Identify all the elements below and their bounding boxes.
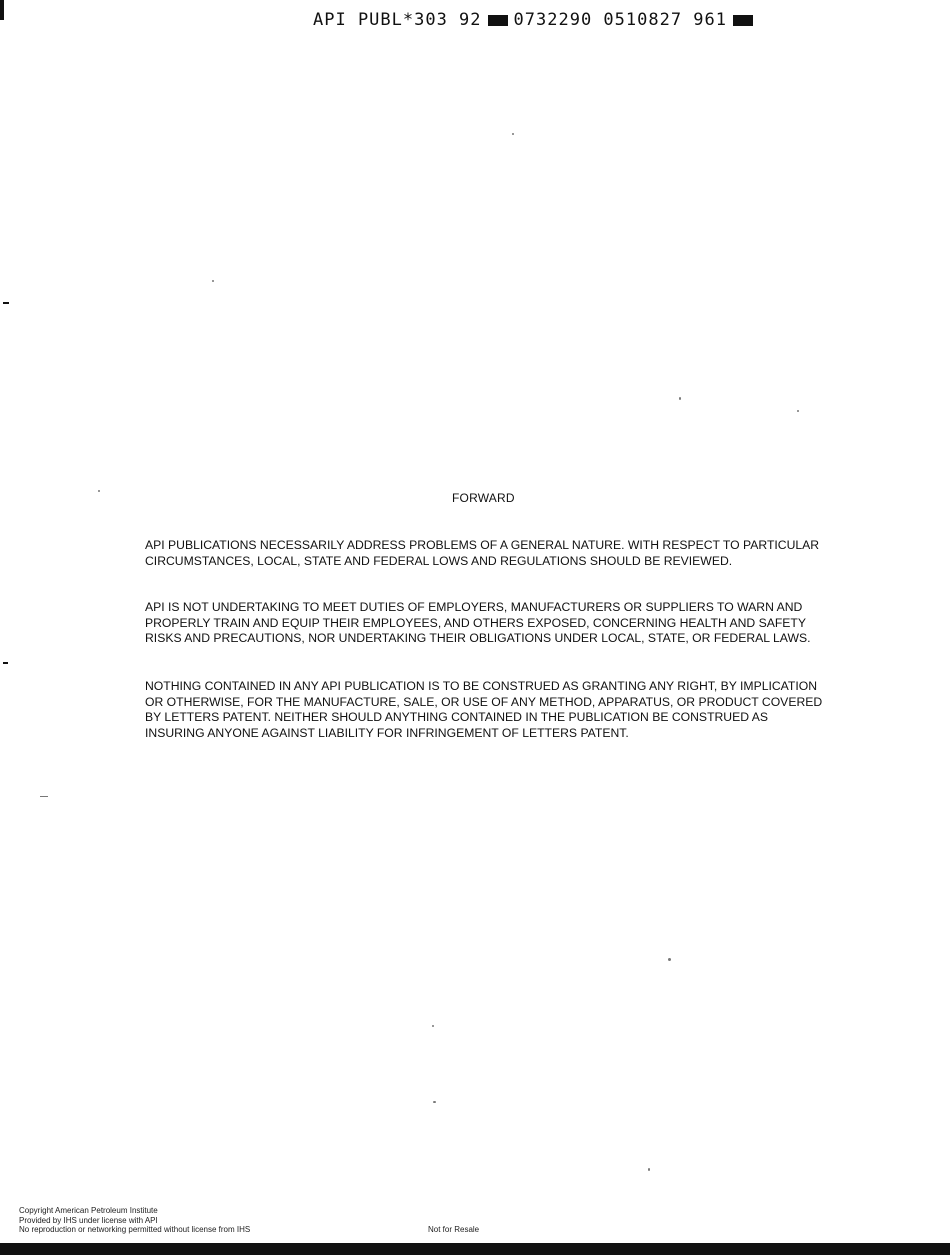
- scan-edge-mark-low: [3, 662, 8, 664]
- scan-speck: [512, 133, 514, 135]
- scan-speck: [648, 1168, 650, 1171]
- footer-provided: Provided by IHS under license with API: [19, 1215, 158, 1225]
- footer-not-for-resale: Not for Resale: [428, 1225, 480, 1234]
- page-title: FORWARD: [452, 491, 515, 505]
- scan-speck: [433, 1101, 436, 1103]
- redaction-block: [733, 15, 753, 26]
- scan-speck: [679, 397, 681, 400]
- redaction-block: [488, 15, 508, 26]
- scan-speck: [98, 490, 100, 492]
- header-code-part1: API PUBL*303 92: [313, 10, 482, 30]
- scan-edge-mark-mid: [3, 302, 9, 304]
- scan-speck: [40, 796, 48, 797]
- header-code-part2: 0732290 0510827 961: [513, 10, 727, 30]
- scan-bottom-bar: [0, 1243, 950, 1255]
- scan-speck: [668, 958, 671, 961]
- footer-no-reproduction: No reproduction or networking permitted without license from IHS: [19, 1225, 251, 1234]
- document-code-header: [313, 10, 759, 30]
- scan-speck: [797, 410, 799, 412]
- paragraph-2: API IS NOT UNDERTAKING TO MEET DUTIES OF EMPLOYERS, MANUFACTURERS OR SUPPLIERS TO WARN AND PROPERLY TRAIN AND EQUIP THEIR EMPLOYEES, AND OTHERS EXPOSED, CONCERNING HEALTH AND SAFETY RISKS AND PRECAUTIONS, NOR UNDERTAKING THEIR OBLIGATIONS UNDER LOCAL, STATE, OR FEDERAL LAWS.: [145, 600, 811, 646]
- scan-speck: [432, 1025, 434, 1027]
- scan-speck: [212, 280, 214, 282]
- paragraph-1: API PUBLICATIONS NECESSARILY ADDRESS PROBLEMS OF A GENERAL NATURE. WITH RESPECT TO PARTICULAR CIRCUMSTANCES, LOCAL, STATE AND FEDERAL LOWS AND REGULATIONS SHOULD BE REVIEWED.: [145, 538, 820, 568]
- paragraph-3: NOTHING CONTAINED IN ANY API PUBLICATION IS TO BE CONSTRUED AS GRANTING ANY RIGHT, BY IMPLICATION OR OTHERWISE, FOR THE MANUFACTURE, SALE, OR USE OF ANY METHOD, APPARATUS, OR PRODUCT COVERED BY LETTERS PATENT. NEITHER SHOULD ANYTHING CONTAINED IN THE PUBLICATION BE CONSTRUED AS INSURING ANYONE AGAINST LIABILITY FOR INFRINGEMENT OF LETTERS PATENT.: [145, 679, 823, 740]
- scan-edge-mark-top: [0, 0, 4, 20]
- footer-copyright: Copyright American Petroleum Institute: [19, 1206, 158, 1215]
- footer-license: [19, 1206, 250, 1235]
